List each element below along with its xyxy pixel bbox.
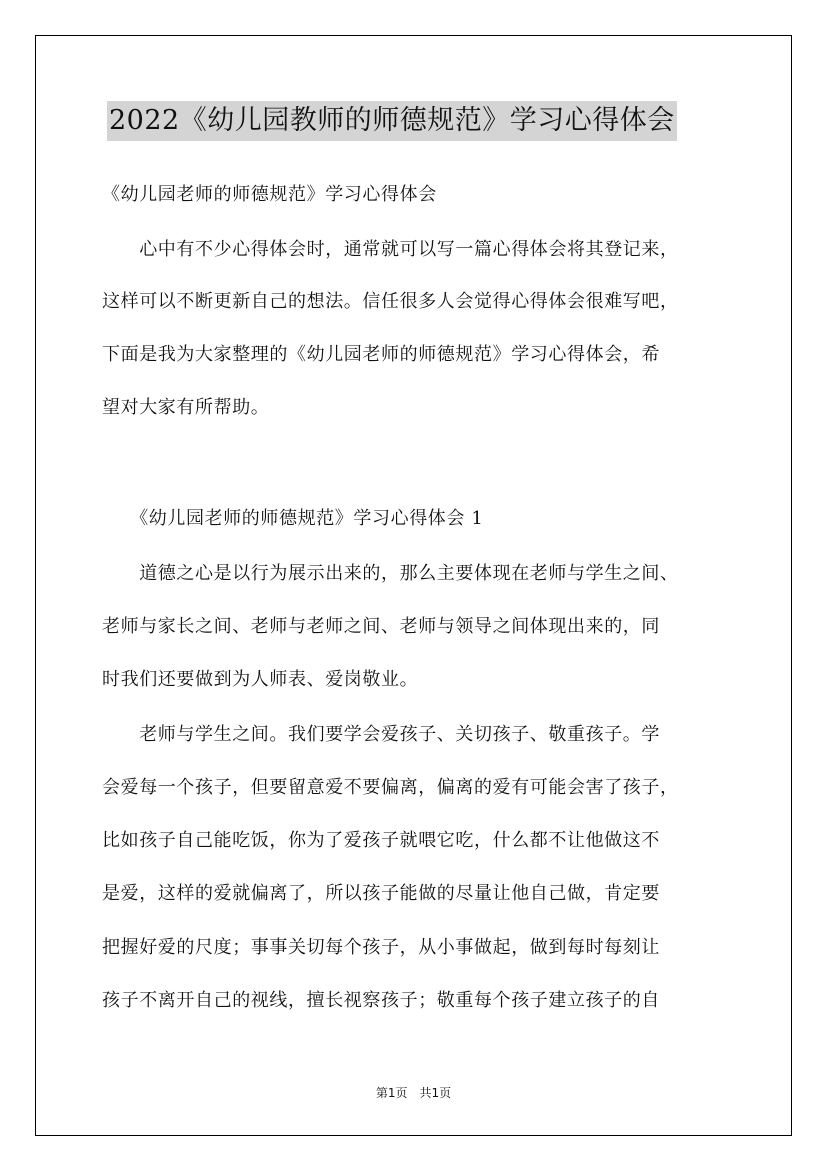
- paragraph-line: 下面是我为大家整理的《幼儿园老师的师德规范》学习心得体会，希: [102, 344, 660, 365]
- section-heading: 《幼儿园老师的师德规范》学习心得体会 1: [102, 508, 484, 529]
- paragraph-line: 这样可以不断更新自己的想法。信任很多人会觉得心得体会很难写吧，: [102, 291, 679, 312]
- paragraph-line: 是爱，这样的爱就偏离了，所以孩子能做的尽量让他自己做，肯定要: [102, 883, 660, 904]
- paragraph-line: 道德之心是以行为展示出来的，那么主要体现在老师与学生之间、: [102, 563, 679, 584]
- paragraph-line: 望对大家有所帮助。: [102, 397, 270, 418]
- paragraph-line: 比如孩子自己能吃饭，你为了爱孩子就喂它吃，什么都不让他做这不: [102, 830, 660, 851]
- page-footer: 第1页 共1页: [375, 1086, 452, 1100]
- paragraph-line: 把握好爱的尺度；事事关切每个孩子，从小事做起，做到每时每刻让: [102, 937, 660, 958]
- paragraph-line: 时我们还要做到为人师表、爱岗敬业。: [102, 669, 419, 690]
- paragraph-line: 孩子不离开自己的视线，擅长视察孩子；敬重每个孩子建立孩子的自: [102, 990, 660, 1011]
- document-title: 2022《幼儿园教师的师德规范》学习心得体会: [107, 101, 677, 141]
- paragraph-line: 心中有不少心得体会时，通常就可以写一篇心得体会将其登记来，: [102, 239, 679, 260]
- paragraph-line: 会爱每一个孩子，但要留意爱不要偏离，偏离的爱有可能会害了孩子，: [102, 777, 679, 798]
- paragraph-line: 老师与学生之间。我们要学会爱孩子、关切孩子、敬重孩子。学: [102, 724, 660, 745]
- subtitle-line: 《幼儿园老师的师德规范》学习心得体会: [102, 184, 437, 205]
- paragraph-line: 老师与家长之间、老师与老师之间、老师与领导之间体现出来的，同: [102, 616, 660, 637]
